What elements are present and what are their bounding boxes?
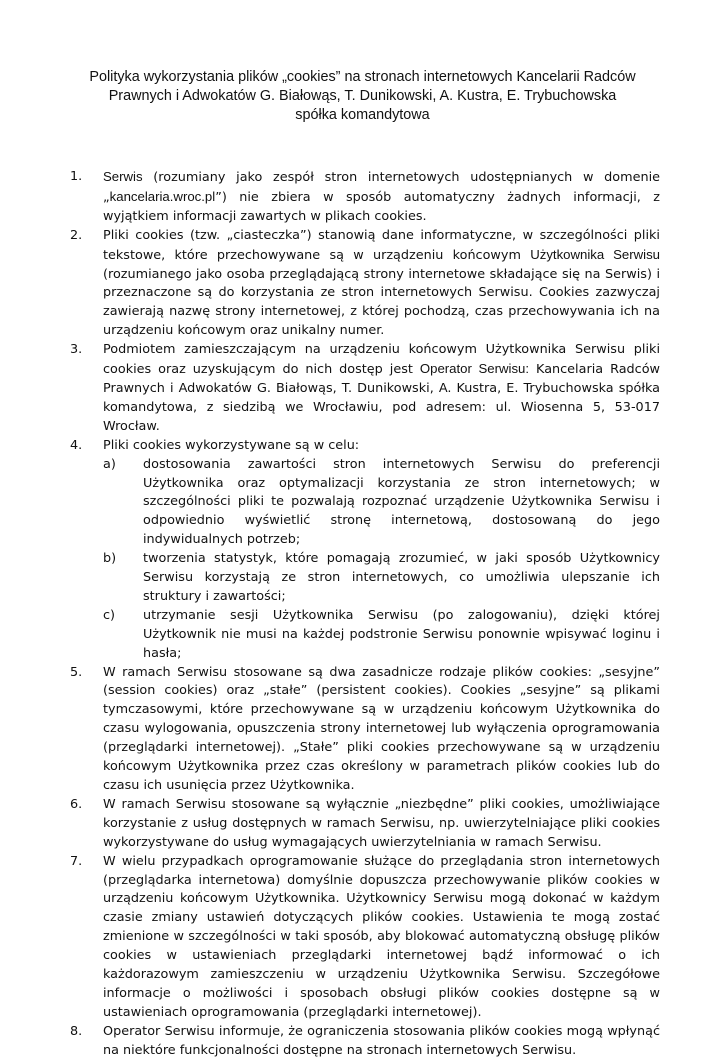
sub-item-letter: b) xyxy=(103,551,117,567)
item-number: 7. xyxy=(70,853,83,869)
item-number: 5. xyxy=(70,664,83,680)
item-text: W ramach Serwisu stosowane są wyłącznie „niezbędne” pliki cookies, umożliwiające korzystanie z usług dostępnych w ramach Serwisu, np. uwierzytelniające pliki cookies wykorzystywane do usług wymagających uwierzytelniania w ramach Serwisu. xyxy=(103,796,660,850)
sub-item-letter: a) xyxy=(103,456,116,472)
item-number: 1. xyxy=(70,169,83,184)
title-line-1: Polityka wykorzystania plików „cookies” na stronach internetowych Kancelarii Radców xyxy=(89,69,636,85)
item-text: (rozumiany jako zespół stron internetowych udostępnianych w domenie „ xyxy=(103,170,660,205)
title-line-2: Prawnych i Adwokatów G. Białowąs, T. Dunikowski, A. Kustra, E. Trybuchowska xyxy=(108,88,617,104)
item-text: Podmiotem zamieszczającym na urządzeniu końcowym Użytkownika Serwisu pliki cookies oraz uzyskującym do nich dostęp jest xyxy=(103,342,660,378)
item-text: Pliki cookies wykorzystywane są w celu: xyxy=(103,437,360,453)
item-number: 2. xyxy=(70,227,83,243)
list-item-3 xyxy=(70,341,660,437)
item-text: Operator Serwisu informuje, że ograniczenia stosowania plików cookies mogą wpłynąć na niektóre funkcjonalności dostępne na stronach internetowych Serwisu. xyxy=(103,1023,660,1058)
term-uzytkownik-serwisu: Użytkownika Serwisu xyxy=(530,246,660,262)
item-number: 3. xyxy=(70,342,83,358)
item-number: 4. xyxy=(70,437,83,453)
item-text: ”) nie zbiera w sposób automatyczny żadnych informacji, z wyjątkiem informacji zawartych w plikach cookies. xyxy=(103,189,660,224)
sub-item-text: dostosowania zawartości stron internetowych Serwisu do preferencji Użytkownika oraz optymalizacji korzystania ze stron internetowych; w szczególności pliki te pozwalają rozpoznać urządzenie Użytkownika Serwisu i odpowiednio wyświetlić stronę internetową, dostosowaną do jego indywidualnych potrzeb; xyxy=(143,456,660,548)
item-number: 8. xyxy=(70,1023,83,1039)
term-operator-serwisu: Operator Serwisu: xyxy=(419,361,530,377)
list-item-8 xyxy=(70,1023,660,1061)
item-text: (rozumianego jako osoba przeglądającą strony internetowe składające się na Serwis) i przeznaczone są do korzystania ze stron internetowych Serwisu. Cookies zazwyczaj zawierają nazwę strony internetowej, z której pochodzą, czas przechowywania ich na urządzeniu końcowym oraz unikalny numer. xyxy=(103,266,660,339)
title-line-3: spółka komandytowa xyxy=(295,107,430,123)
item-text: W wielu przypadkach oprogramowanie służące do przeglądania stron internetowych (przeglądarka internetowa) domyślnie dopuszcza przechowywanie plików cookies w urządzeniu końcowym Użytkownika. Użytkownicy Serwisu mogą dokonać w każdym czasie zmiany ustawień dotyczących plików cookies. Ustawienia te mogą zostać zmienione w szczególności w taki sposób, aby blokować automatyczną obsługę plików cookies w ustawieniach przeglądarki internetowej bądź informować o ich każdorazowym zamieszczeniu w urządzeniu Użytkownika Serwisu. Szczegółowe informacje o możliwości i sposobach obsługi plików cookies dostępne są w ustawieniach oprogramowania (przeglądarki internetowej). xyxy=(103,853,660,1020)
list-item-6 xyxy=(70,796,660,853)
item-text: Pliki cookies (tzw. „ciasteczka”) stanowią dane informatyczne, w szczególności pliki tekstowe, które przechowywane są w urządzeniu końcowym xyxy=(103,227,660,263)
domain-name: kancelaria.wroc.pl xyxy=(109,188,216,204)
list-item-7 xyxy=(70,853,660,1023)
item-text: W ramach Serwisu stosowane są dwa zasadnicze rodzaje plików cookies: „sesyjne” (session cookies) oraz „stałe” (persistent cookies). Cookies „sesyjne” są plikami tymczasowymi, które przechowywane są w urządzeniu końcowym Użytkownika do czasu wylogowania, opuszczenia strony internetowej lub wyłączenia oprogramowania (przeglądarki internetowej). „Stałe” pliki cookies przechowywane są w urządzeniu końcowym Użytkownika przez czas określony w parametrach plików cookies lub do czasu ich usunięcia przez Użytkownika. xyxy=(103,664,660,793)
list-item-1 xyxy=(70,168,660,227)
sub-item-text: utrzymanie sesji Użytkownika Serwisu (po zalogowaniu), dzięki której Użytkownik nie musi na każdej podstronie Serwisu ponownie wpisywać loginu i hasła; xyxy=(143,607,660,661)
term-serwis: Serwis xyxy=(103,169,143,184)
item-text: Kancelaria Radców Prawnych i Adwokatów G. Białowąs, T. Dunikowski, A. Kustra, E. Trybuchowska spółka komandytowa, z siedzibą we Wrocławiu, pod adresem: ul. Wiosenna 5, 53-017 Wrocław. xyxy=(103,362,660,434)
sub-item-letter: c) xyxy=(103,607,116,623)
item-number: 6. xyxy=(70,796,83,812)
sub-item-b xyxy=(103,550,660,607)
list-item-5 xyxy=(70,664,660,796)
sub-item-c xyxy=(103,607,660,664)
policy-list xyxy=(70,168,660,1061)
sub-item-text: tworzenia statystyk, które pomagają zrozumieć, w jaki sposób Użytkownicy Serwisu korzystają ze stron internetowych, co umożliwia ulepszanie ich struktury i zawartości; xyxy=(143,551,660,604)
sub-item-a xyxy=(103,456,660,551)
document-title xyxy=(60,68,665,125)
list-item-2 xyxy=(70,227,660,341)
list-item-4 xyxy=(70,437,660,664)
